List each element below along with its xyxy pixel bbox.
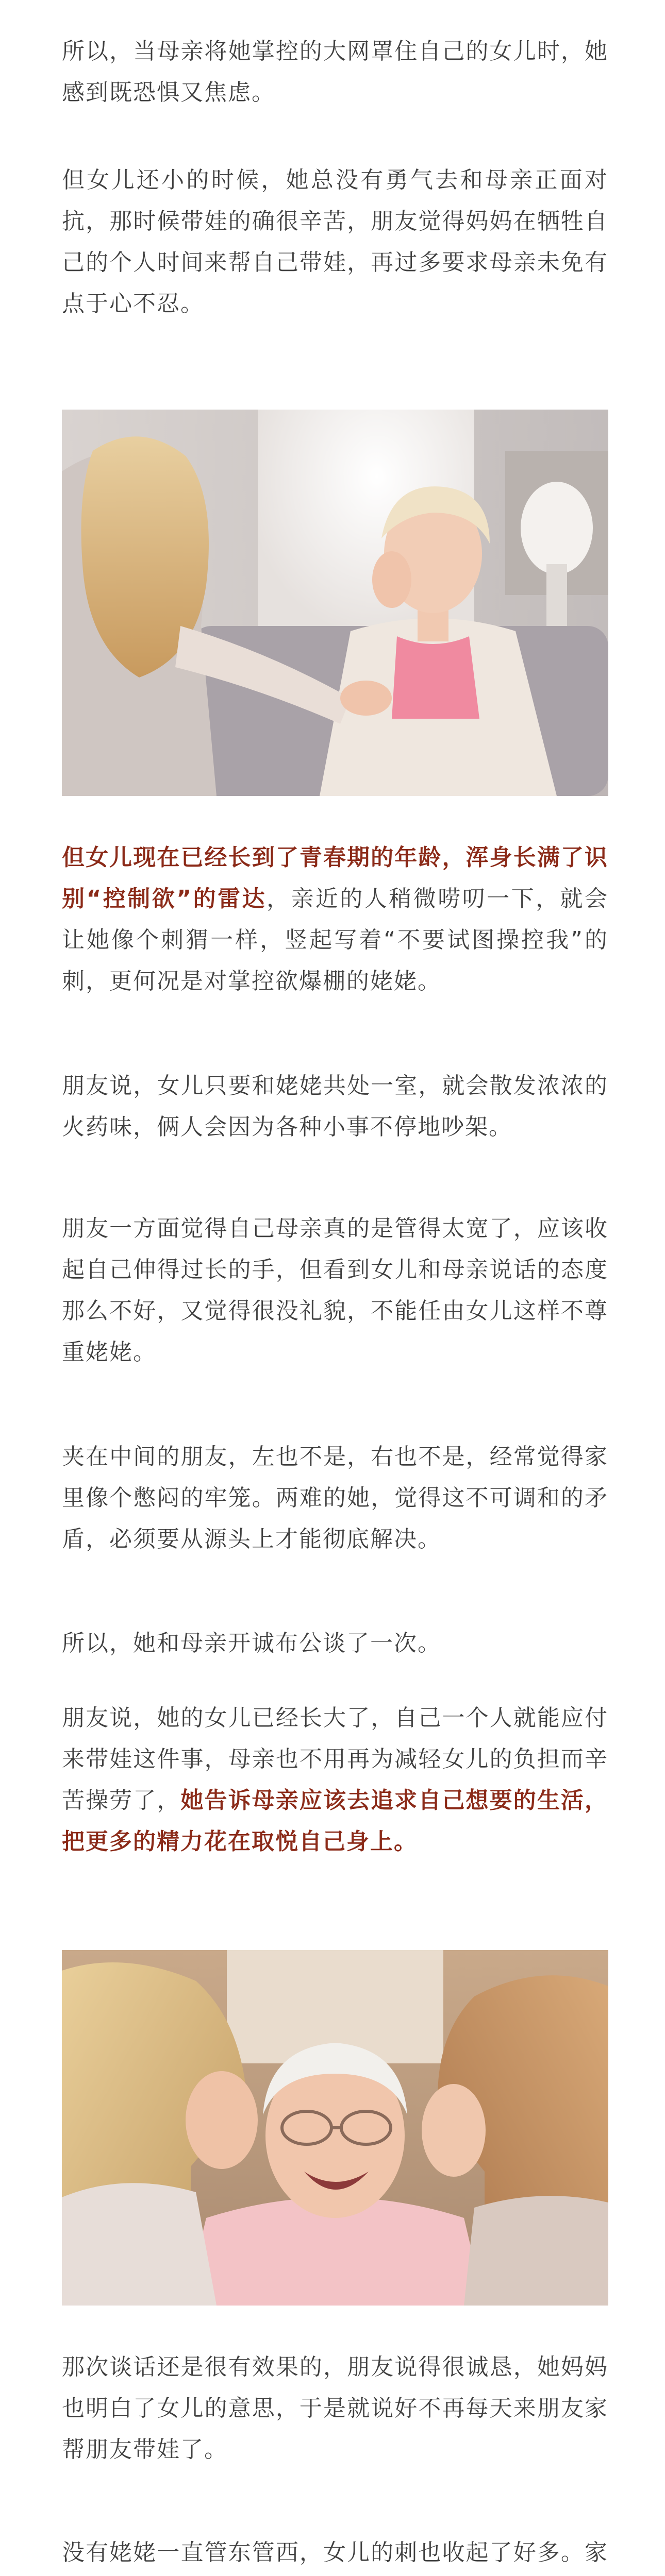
paragraph-9: 那次谈话还是很有效果的，朋友说得很诚恳，她妈妈也明白了女儿的意思，于是就说好不再每天来朋友家帮朋友带娃了。	[62, 2354, 608, 2463]
photo-grandmother-kissed	[62, 1950, 608, 2306]
paragraph-2: 但女儿还小的时候，她总没有勇气去和母亲正面对抗，那时候带娃的确很辛苦，朋友觉得妈妈在牺牲自己的个人时间来帮自己带娃，再过多要求母亲未免有点于心不忍。	[62, 167, 608, 317]
photo-illustration-1	[62, 410, 608, 796]
photo-daughter-comforting-mother	[62, 410, 608, 796]
paragraph-10: 没有姥姥一直管东管西，女儿的刺也收起了好多。家	[62, 2539, 608, 2566]
paragraph-3-emphasis: 但女儿现在已经长到了青春期的年龄，浑身长满了识别“控制欲”的雷达	[62, 844, 608, 912]
photo-illustration-2	[62, 1950, 608, 2306]
paragraph-3-rest: ，亲近的人稍微唠叨一下，就会让她像个刺猬一样，竖起写着“不要试图操控我”的刺，更何况是对掌控欲爆棚的姥姥。	[62, 886, 609, 994]
paragraph-8	[62, 1698, 608, 1862]
paragraph-7: 所以，她和母亲开诚布公谈了一次。	[62, 1630, 441, 1656]
paragraph-8-emphasis: 她告诉母亲应该去追求自己想要的生活，把更多的精力花在取悦自己身上。	[62, 1787, 609, 1855]
paragraph-6: 夹在中间的朋友，左也不是，右也不是，经常觉得家里像个憋闷的牢笼。两难的她，觉得这不可调和的矛盾，必须要从源头上才能彻底解决。	[62, 1444, 608, 1552]
paragraph-8-plain: 朋友说，她的女儿已经长大了，自己一个人就能应付来带娃这件事，母亲也不用再为减轻女儿的负担而辛苦操劳了，	[62, 1705, 608, 1814]
paragraph-1: 所以，当母亲将她掌控的大网罩住自己的女儿时，她感到既恐惧又焦虑。	[62, 38, 608, 106]
paragraph-5: 朋友一方面觉得自己母亲真的是管得太宽了，应该收起自己伸得过长的手，但看到女儿和母亲说话的态度那么不好，又觉得很没礼貌，不能任由女儿这样不尊重姥姥。	[62, 1215, 608, 1365]
paragraph-4: 朋友说，女儿只要和姥姥共处一室，就会散发浓浓的火药味，俩人会因为各种小事不停地吵架。	[62, 1073, 608, 1140]
paragraph-3	[62, 837, 608, 1002]
